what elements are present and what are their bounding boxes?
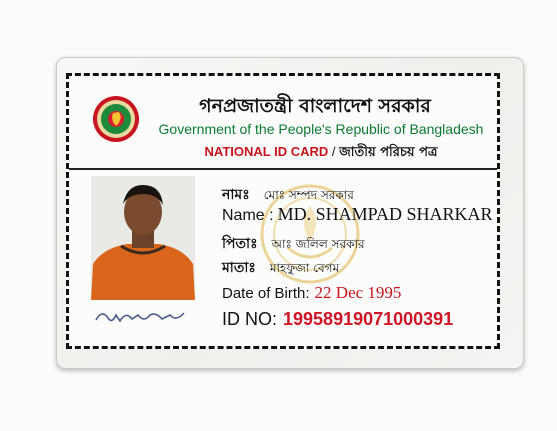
father-label: পিতাঃ	[222, 236, 258, 252]
name-english-label: Name :	[222, 207, 274, 224]
name-english-row	[222, 204, 492, 225]
holder-signature	[92, 305, 188, 329]
dob-value: 22 Dec 1995	[314, 283, 402, 302]
mother-value: মাহফুজা বেগম	[269, 261, 340, 275]
id-number-row	[222, 309, 453, 330]
card-type-english: NATIONAL ID CARD	[204, 144, 329, 159]
card-type-separator: /	[331, 144, 336, 159]
father-row	[222, 232, 365, 256]
id-number-value: 19958919071000391	[283, 309, 454, 329]
dob-row	[222, 283, 401, 303]
mother-row	[222, 256, 339, 280]
header-divider	[69, 168, 497, 170]
father-value: আঃ জলিল সরকার	[271, 237, 365, 251]
name-bengali-value: মোঃ সম্পদ সরকার	[263, 188, 354, 202]
name-bengali-label: নামঃ	[222, 187, 250, 203]
card-type-line	[151, 143, 491, 164]
dob-label: Date of Birth:	[222, 285, 310, 302]
holder-photo	[91, 176, 195, 300]
mother-label: মাতাঃ	[222, 260, 256, 276]
id-number-label: ID NO:	[222, 309, 278, 329]
government-seal-icon	[92, 95, 140, 143]
government-title-bengali: গনপ্রজাতন্ত্রী বাংলাদেশ সরকার	[199, 95, 431, 117]
card-type-bengali: জাতীয় পরিচয় পত্র	[339, 145, 438, 160]
name-english-value: MD. SHAMPAD SHARKAR	[277, 204, 493, 224]
government-title-english: Government of the People's Republic of Bangladesh	[158, 121, 484, 137]
